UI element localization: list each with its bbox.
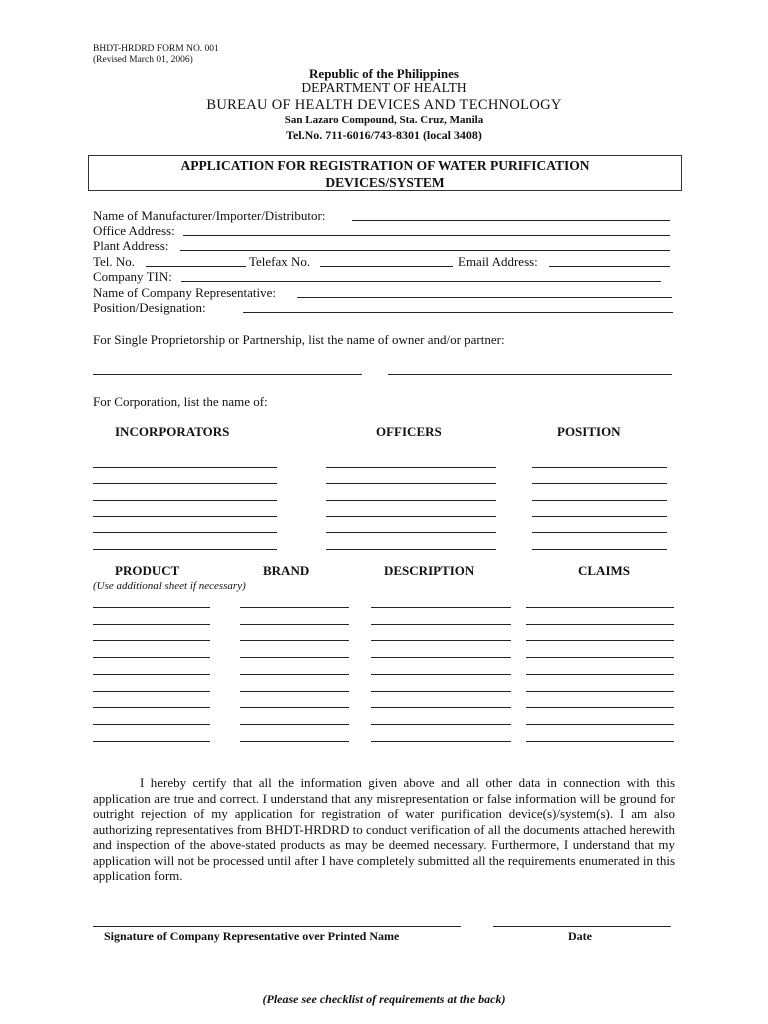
- product-row-field-col4[interactable]: [526, 674, 674, 675]
- product-row-field-col4[interactable]: [526, 657, 674, 658]
- position-heading: POSITION: [557, 424, 621, 439]
- date-label: Date: [568, 929, 592, 943]
- form-title-box: [88, 155, 682, 191]
- partner-field[interactable]: [388, 374, 672, 375]
- corp-row-field-col3[interactable]: [532, 516, 667, 517]
- telefax-label: Telefax No.: [249, 254, 311, 269]
- owner-field[interactable]: [93, 374, 362, 375]
- product-row-field-col4[interactable]: [526, 741, 674, 742]
- republic-heading: Republic of the Philippines: [309, 66, 459, 81]
- plant-address-label: Plant Address:: [93, 238, 169, 253]
- checklist-footer-note: (Please see checklist of requirements at the back): [262, 992, 506, 1006]
- product-row-field-col1[interactable]: [93, 707, 210, 708]
- corp-row-field-col3[interactable]: [532, 467, 667, 468]
- product-row-field-col1[interactable]: [93, 691, 210, 692]
- tin-field[interactable]: [181, 281, 661, 282]
- product-row-field-col2[interactable]: [240, 691, 349, 692]
- bureau-telephone: Tel.No. 711-6016/743-8301 (local 3408): [286, 128, 482, 142]
- brand-heading: BRAND: [263, 563, 310, 578]
- manufacturer-field[interactable]: [352, 220, 670, 221]
- plant-address-field[interactable]: [180, 250, 670, 251]
- corp-row-field-col1[interactable]: [93, 467, 277, 468]
- tel-field[interactable]: [146, 266, 246, 267]
- corp-row-field-col2[interactable]: [326, 516, 496, 517]
- product-row-field-col1[interactable]: [93, 741, 210, 742]
- product-row-field-col3[interactable]: [371, 607, 511, 608]
- department-heading: DEPARTMENT OF HEALTH: [301, 80, 467, 95]
- product-row-field-col3[interactable]: [371, 624, 511, 625]
- product-row-field-col4[interactable]: [526, 607, 674, 608]
- product-row-field-col3[interactable]: [371, 691, 511, 692]
- manufacturer-label: Name of Manufacturer/Importer/Distributor:: [93, 208, 326, 223]
- representative-label: Name of Company Representative:: [93, 285, 277, 300]
- product-row-field-col4[interactable]: [526, 624, 674, 625]
- product-row-field-col3[interactable]: [371, 640, 511, 641]
- claims-heading: CLAIMS: [578, 563, 631, 578]
- date-line[interactable]: [493, 926, 671, 927]
- product-row-field-col4[interactable]: [526, 707, 674, 708]
- product-row-field-col2[interactable]: [240, 607, 349, 608]
- product-row-field-col3[interactable]: [371, 657, 511, 658]
- position-label: Position/Designation:: [93, 300, 206, 315]
- corp-row-field-col1[interactable]: [93, 516, 277, 517]
- product-row-field-col3[interactable]: [371, 741, 511, 742]
- product-row-field-col3[interactable]: [371, 707, 511, 708]
- tin-label: Company TIN:: [93, 269, 172, 284]
- corp-row-field-col1[interactable]: [93, 532, 277, 533]
- telefax-field[interactable]: [320, 266, 453, 267]
- email-field[interactable]: [549, 266, 670, 267]
- product-row-field-col2[interactable]: [240, 741, 349, 742]
- signature-line[interactable]: [93, 926, 461, 927]
- corp-row-field-col3[interactable]: [532, 483, 667, 484]
- product-row-field-col4[interactable]: [526, 640, 674, 641]
- corp-row-field-col2[interactable]: [326, 549, 496, 550]
- certification-paragraph: I hereby certify that all the information given above and all other data in connection with this application are true and correct. I understand that any misrepresentation or false information will be ground for outright rejection of my application for registration of water purification device(s)/system(s). I am also authorizing representatives from BHDT-HRDRD to conduct verification of all the documents attached herewith and inspection of the above-stated products as may be deemed necessary. Furthermore, I understand that my application will not be processed until after I have completely submitted all the requirements enumerated in this application form.: [93, 775, 675, 883]
- product-row-field-col4[interactable]: [526, 724, 674, 725]
- product-row-field-col2[interactable]: [240, 657, 349, 658]
- product-row-field-col2[interactable]: [240, 674, 349, 675]
- corp-row-field-col1[interactable]: [93, 483, 277, 484]
- product-row-field-col2[interactable]: [240, 624, 349, 625]
- product-row-field-col1[interactable]: [93, 640, 210, 641]
- product-row-field-col2[interactable]: [240, 724, 349, 725]
- form-number: [93, 44, 219, 66]
- product-row-field-col2[interactable]: [240, 707, 349, 708]
- form-revision-date: (Revised March 01, 2006): [93, 55, 193, 65]
- signature-label: Signature of Company Representative over Printed Name: [104, 929, 400, 943]
- bureau-address: San Lazaro Compound, Sta. Cruz, Manila: [284, 114, 484, 126]
- tel-label: Tel. No.: [93, 254, 136, 269]
- corp-row-field-col1[interactable]: [93, 549, 277, 550]
- product-row-field-col1[interactable]: [93, 674, 210, 675]
- bureau-heading: BUREAU OF HEALTH DEVICES AND TECHNOLOGY: [206, 97, 562, 113]
- corp-row-field-col3[interactable]: [532, 500, 667, 501]
- product-row-field-col3[interactable]: [371, 674, 511, 675]
- product-row-field-col1[interactable]: [93, 657, 210, 658]
- product-row-field-col4[interactable]: [526, 691, 674, 692]
- corp-row-field-col2[interactable]: [326, 483, 496, 484]
- representative-field[interactable]: [297, 297, 672, 298]
- corp-row-field-col1[interactable]: [93, 500, 277, 501]
- form-number-code: BHDT-HRDRD FORM NO. 001: [93, 44, 219, 54]
- product-row-field-col1[interactable]: [93, 607, 210, 608]
- product-heading: PRODUCT: [115, 563, 180, 578]
- corporation-instruction: For Corporation, list the name of:: [93, 394, 268, 409]
- corp-row-field-col3[interactable]: [532, 532, 667, 533]
- product-row-field-col1[interactable]: [93, 624, 210, 625]
- proprietorship-instruction: For Single Proprietorship or Partnership, list the name of owner and/or partner:: [93, 332, 505, 347]
- corp-row-field-col3[interactable]: [532, 549, 667, 550]
- corp-row-field-col2[interactable]: [326, 500, 496, 501]
- office-address-label: Office Address:: [93, 223, 175, 238]
- additional-sheet-note: (Use additional sheet if necessary): [93, 580, 246, 592]
- product-row-field-col1[interactable]: [93, 724, 210, 725]
- description-heading: DESCRIPTION: [384, 563, 475, 578]
- form-title-line2: DEVICES/SYSTEM: [325, 175, 445, 190]
- incorporators-heading: INCORPORATORS: [115, 424, 230, 439]
- corp-row-field-col2[interactable]: [326, 532, 496, 533]
- product-row-field-col2[interactable]: [240, 640, 349, 641]
- form-title-line1: APPLICATION FOR REGISTRATION OF WATER PURIFICATION: [180, 158, 590, 173]
- product-row-field-col3[interactable]: [371, 724, 511, 725]
- office-address-field[interactable]: [183, 235, 670, 236]
- position-field[interactable]: [243, 312, 673, 313]
- email-label: Email Address:: [458, 254, 538, 269]
- corp-row-field-col2[interactable]: [326, 467, 496, 468]
- officers-heading: OFFICERS: [376, 424, 442, 439]
